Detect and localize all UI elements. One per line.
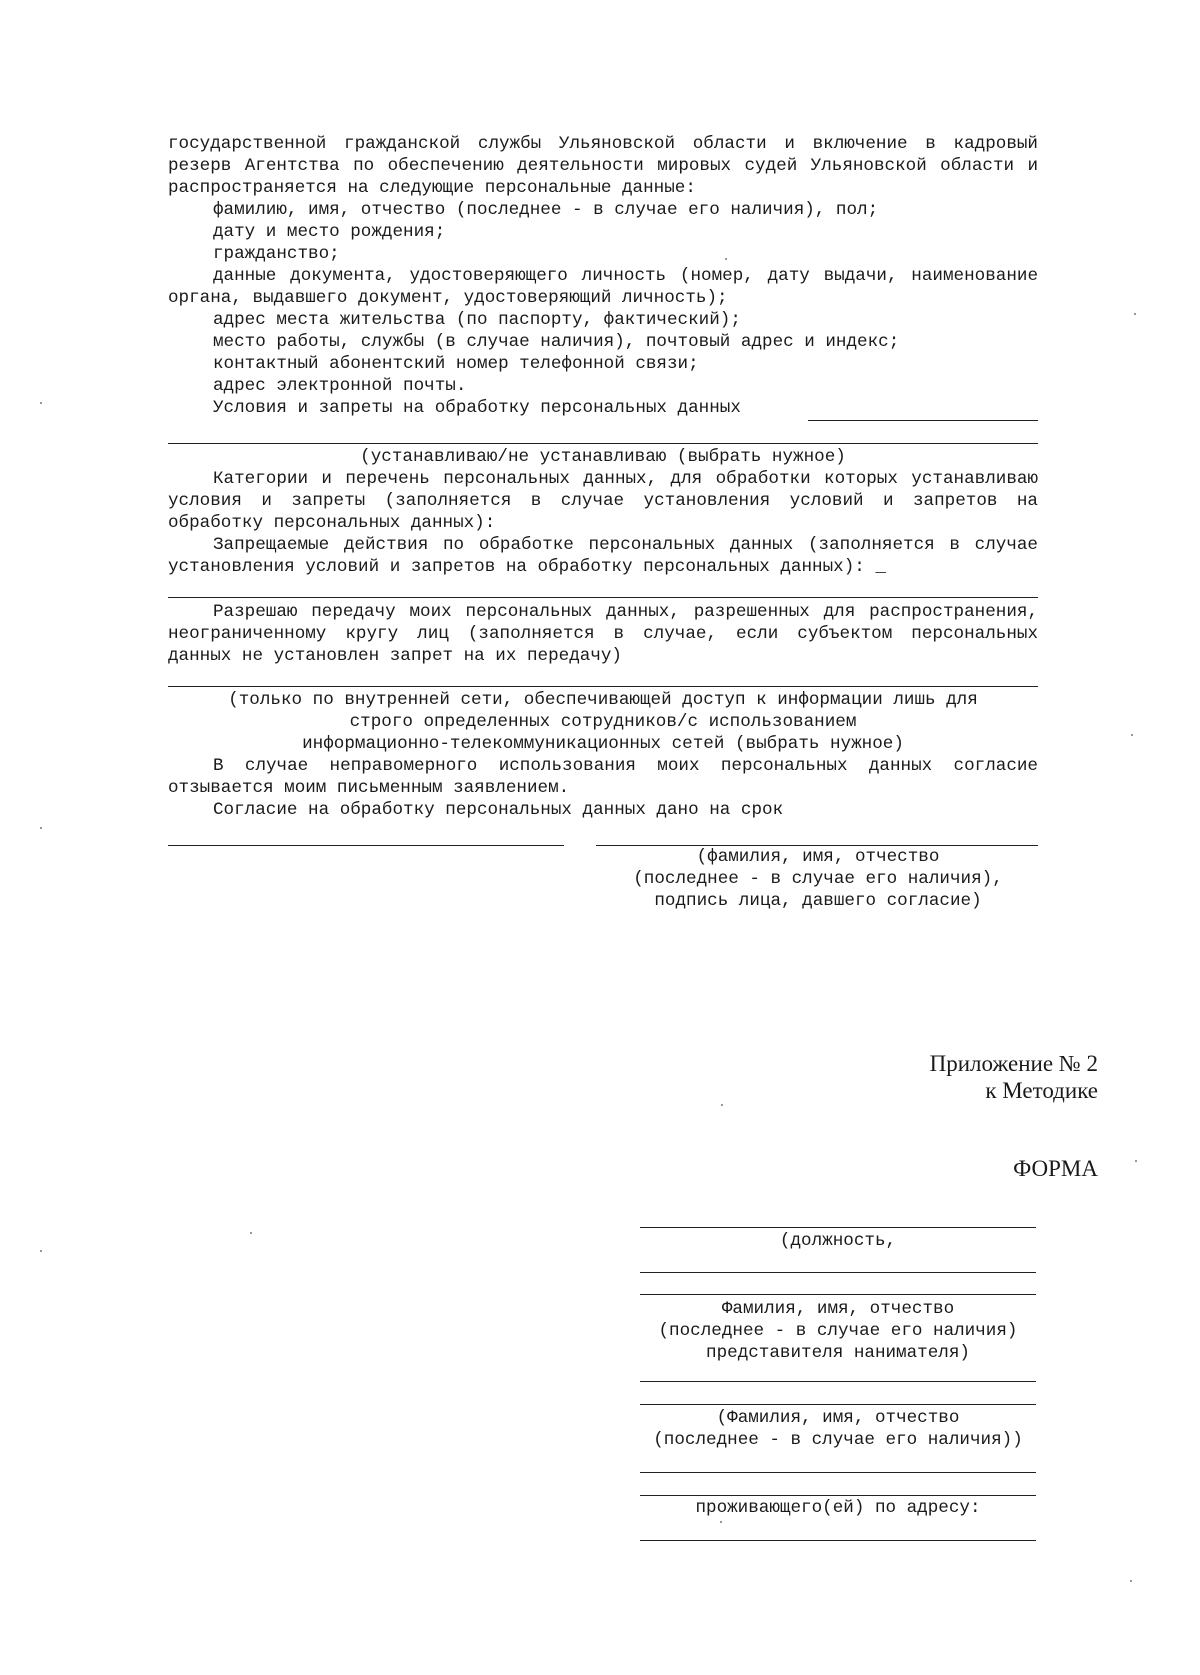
scan-speck: [1131, 734, 1133, 736]
scan-speck: [40, 402, 42, 404]
list-item: дату и место рождения;: [213, 222, 446, 242]
employer-hint-line: (последнее - в случае его наличия): [658, 1321, 1018, 1341]
signature-hint-line: (фамилия, имя, отчество: [696, 847, 940, 867]
scan-speck: [1135, 1160, 1137, 1162]
address-line-2: [640, 1495, 1036, 1496]
scan-speck: [720, 1521, 722, 1523]
signature-hint: [600, 846, 1036, 912]
employer-hint-line: Фамилия, имя, отчество: [721, 1299, 955, 1319]
scan-speck: [721, 1104, 723, 1106]
scan-speck: [1130, 1580, 1132, 1582]
consent-section-2: [168, 446, 1038, 578]
network-hint-line: строго определенных сотрудников/с использованием: [349, 712, 857, 732]
id-document-paragraph: данные документа, удостоверяющего личность (номер, дату выдачи, наименование органа, выдавшего документ, удостоверяющий личность);: [168, 266, 1038, 308]
scan-speck: [250, 1232, 252, 1234]
employer-hint-line: представителя нанимателя): [706, 1343, 970, 1363]
conditions-label: Условия и запреты на обработку персональных данных: [213, 398, 741, 418]
appendix-reference: к Методике: [985, 1078, 1098, 1103]
revoke-paragraph: В случае неправомерного использования моих персональных данных согласие отзывается моим письменным заявлением.: [168, 756, 1038, 798]
list-item: место работы, службы (в случае наличия), почтовый адрес и индекс;: [213, 332, 900, 352]
position-hint: [640, 1230, 1036, 1252]
scan-speck: [40, 1250, 42, 1252]
position-hint-text: (должность,: [779, 1231, 897, 1251]
transfer-blank-line: [168, 686, 1038, 687]
list-item: гражданство;: [213, 244, 340, 264]
applicant-hint-line: (последнее - в случае его наличия)): [653, 1430, 1023, 1450]
address-line: [640, 1472, 1036, 1473]
forbidden-blank-line: [168, 597, 1038, 598]
position-line-2: [640, 1272, 1036, 1273]
signature-hint-line: (последнее - в случае его наличия),: [633, 869, 1003, 889]
list-item: адрес места жительства (по паспорту, фактический);: [213, 310, 741, 330]
conditions-blank-line: [808, 420, 1038, 421]
intro-paragraph: государственной гражданской службы Ульяновской области и включение в кадровый резерв Агентства по обеспечению деятельности мировых судей Ульяновской области и распространяется на следующие персональные данные:: [168, 134, 1038, 198]
categories-paragraph: Категории и перечень персональных данных, для обработки которых устанавливаю условия и запреты (заполняется в случае установления условий и запретов на обработку персональных данных):: [168, 469, 1038, 533]
applicant-hint: [640, 1407, 1036, 1451]
appendix-caption: [930, 1050, 1098, 1104]
applicant-line-2: [640, 1404, 1036, 1405]
consent-section-4: [168, 689, 1038, 821]
address-line-3: [640, 1540, 1036, 1541]
employer-line: [640, 1294, 1036, 1295]
consent-section: [168, 133, 1038, 419]
applicant-line: [640, 1381, 1036, 1382]
list-item: контактный абонентский номер телефонной связи;: [213, 354, 699, 374]
choose-hint: (устанавливаю/не устанавливаю (выбрать нужное): [360, 447, 846, 467]
list-item: адрес электронной почты.: [213, 376, 467, 396]
network-hint-line: (только по внутренней сети, обеспечивающей доступ к информации лишь для: [228, 690, 978, 710]
transfer-paragraph: Разрешаю передачу моих персональных данных, разрешенных для распространения, неограниченному кругу лиц (заполняется в случае, если субъектом персональных данных не установлен запрет на их передачу): [168, 602, 1038, 666]
scan-speck: [725, 258, 727, 260]
signature-hint-line: подпись лица, давшего согласие): [654, 891, 982, 911]
list-item: фамилию, имя, отчество (последнее - в случае его наличия), пол;: [213, 200, 879, 220]
scan-speck: [1134, 313, 1136, 315]
position-line: [640, 1227, 1036, 1228]
conditions-blank-line-2: [168, 443, 1038, 444]
term-label: Согласие на обработку персональных данных дано на срок: [213, 800, 784, 820]
forbidden-actions-paragraph: Запрещаемые действия по обработке персональных данных (заполняется в случае установления условий и запретов на обработку персональных данных): _: [168, 535, 1038, 577]
form-label: ФОРМА: [1013, 1156, 1098, 1181]
consent-section-3: [168, 601, 1038, 667]
scan-speck: [40, 827, 42, 829]
address-hint-text: проживающего(ей) по адресу:: [695, 1498, 981, 1518]
date-blank-line: [168, 845, 564, 846]
network-hint-line: информационно-телекоммуникационных сетей (выбрать нужное): [302, 734, 904, 754]
address-hint: [640, 1497, 1036, 1519]
applicant-hint-line: (Фамилия, имя, отчество: [716, 1408, 960, 1428]
appendix-number: Приложение № 2: [929, 1051, 1098, 1076]
employer-hint: [640, 1298, 1036, 1364]
